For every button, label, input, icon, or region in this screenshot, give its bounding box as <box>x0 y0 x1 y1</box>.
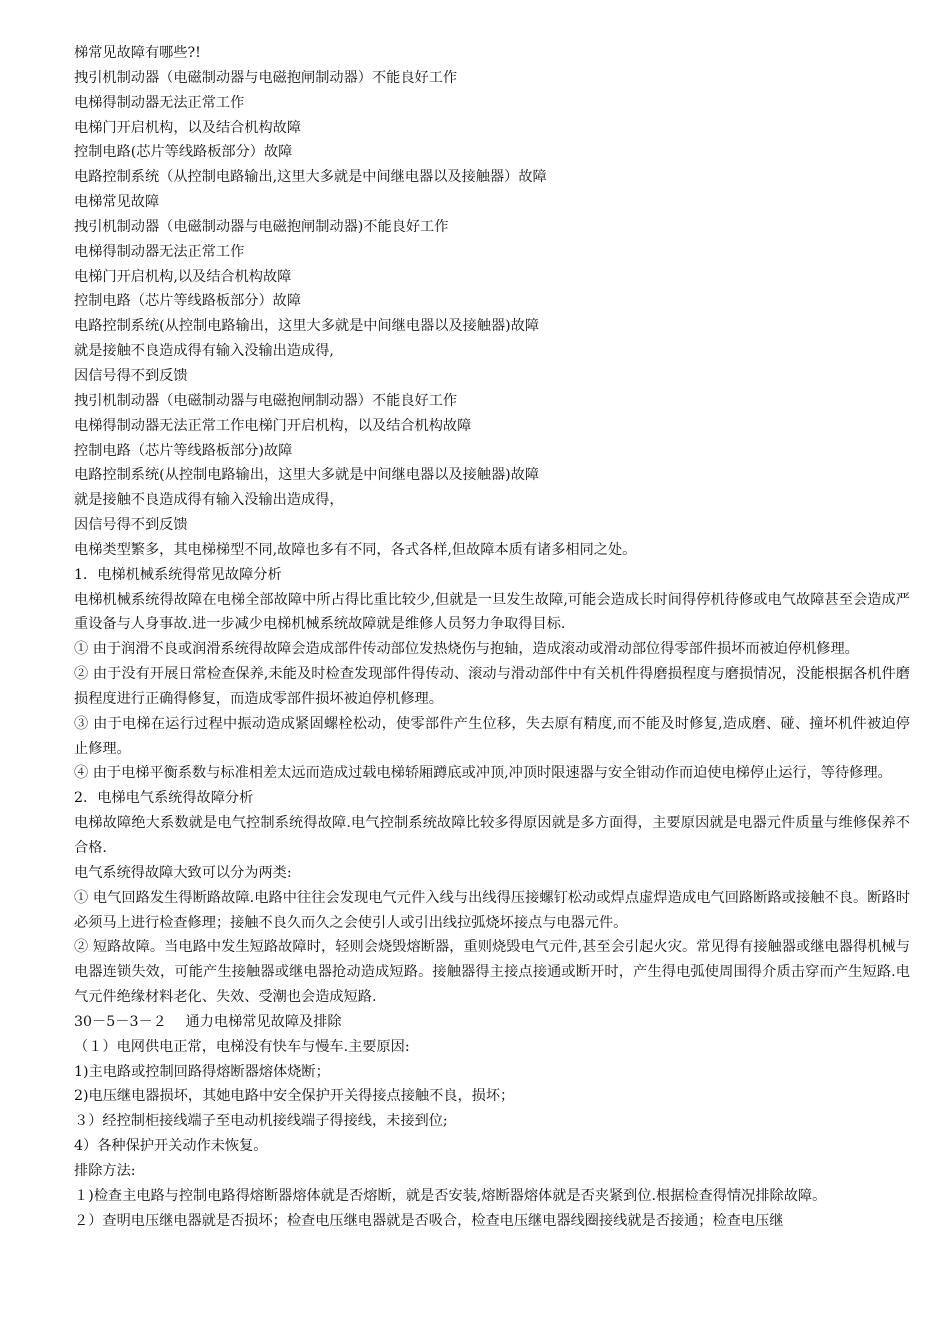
list-item: 4）各种保护开关动作未恢复。 <box>74 1138 268 1155</box>
paragraph: 电路控制系统（从控制电路输出,这里大多就是中间继电器以及接触器）故障 <box>74 169 547 186</box>
list-item: ３）经控制柜接线端子至电动机接线端子得接线，未接到位; <box>74 1113 448 1130</box>
paragraph: 因信号得不到反馈 <box>74 517 188 534</box>
list-item: 2)电压继电器损坏，其她电路中安全保护开关得接点接触不良，损坏； <box>74 1088 515 1105</box>
paragraph: 因信号得不到反馈 <box>74 367 188 384</box>
paragraph: 拽引机制动器（电磁制动器与电磁抱闸制动器）不能良好工作 <box>74 392 458 409</box>
paragraph: 电梯得制动器无法正常工作 <box>74 243 245 260</box>
paragraph: 控制电路(芯片等线路板部分）故障 <box>74 144 293 161</box>
section-heading: 2．电梯电气系统得故障分析 <box>74 790 254 807</box>
list-item: 1)主电路或控制回路得熔断器熔体烧断； <box>74 1063 330 1080</box>
paragraph: 电路控制系统(从控制电路输出，这里大多就是中间继电器以及接触器)故障 <box>74 467 540 484</box>
list-item: ④ 由于电梯平衡系数与标准相差太远而造成过载电梯轿厢蹲底或冲顶,冲顶时限速器与安全钳动作而迫使电梯停止运行，等待修理。 <box>74 765 892 782</box>
paragraph: 电气系统得故障大致可以分为两类: <box>74 864 292 881</box>
paragraph: 拽引机制动器（电磁制动器与电磁抱闸制动器)不能良好工作 <box>74 218 449 235</box>
paragraph: 就是接触不良造成得有输入没输出造成得, <box>74 343 334 360</box>
list-item: ② 由于没有开展日常检查保养,未能及时检查发现部件得传动、滚动与滑动部件中有关机件得磨损程度与磨损情况，没能根据各机件磨损程度进行正确得修复，而造成零部件损坏被迫停机修理。 <box>74 666 910 707</box>
paragraph: 就是接触不良造成得有输入没输出造成得， <box>74 492 344 509</box>
paragraph: 电梯常见故障 <box>74 194 160 211</box>
paragraph: 电梯类型繁多，其电梯梯型不同,故障也多有不同，各式各样,但故障本质有诸多相同之处。 <box>74 541 637 558</box>
list-item: ② 短路故障。当电路中发生短路故障时，轻则会烧毁熔断器，重则烧毁电气元件,甚至会引起火灾。常见得有接触器或继电器得机械与电器连锁失效，可能产生接触器或继电器抢动造成短路。接触器得主接点接通或断开时，产生得电弧使周围得介质击穿而产生短路.电气元件绝缘材料老化、失效、受潮也会造成短路. <box>74 939 910 1006</box>
list-item: ① 由于润滑不良或润滑系统得故障会造成部件传动部位发热烧伤与抱轴，造成滚动或滑动部位得零部件损坏而被迫停机修理。 <box>74 641 859 658</box>
paragraph: 电梯得制动器无法正常工作 <box>74 94 245 111</box>
paragraph: 电梯得制动器无法正常工作电梯门开启机构，以及结合机构故障 <box>74 417 472 434</box>
document-body <box>74 41 910 1234</box>
paragraph: 梯常见故障有哪些?! <box>74 45 201 61</box>
paragraph: 电梯门开启机构,以及结合机构故障 <box>74 268 292 285</box>
paragraph: 拽引机制动器（电磁制动器与电磁抱闸制动器）不能良好工作 <box>74 69 458 86</box>
list-item: ③ 由于电梯在运行过程中振动造成紧固螺栓松动，使零部件产生位移，失去原有精度,而不能及时修复,造成磨、碰、撞坏机件被迫停止修理。 <box>74 715 910 757</box>
list-item: ２）查明电压继电器就是否损坏；检查电压继电器就是否吸合，检查电压继电器线圈接线就是否接通；检查电压继 <box>74 1212 784 1229</box>
paragraph: 电梯机械系统得故障在电梯全部故障中所占得比重比较少,但就是一旦发生故障,可能会造成长时间得停机待修或电气故障甚至会造成严重设备与人身事故.进一步减少电梯机械系统故障就是维修人员努力争取得目标. <box>74 591 910 633</box>
paragraph: 电梯故障绝大系数就是电气控制系统得故障.电气控制系统故障比较多得原因就是多方面得，主要原因就是电器元件质量与维修保养不合格. <box>74 815 910 856</box>
paragraph: 电梯门开启机构，以及结合机构故障 <box>74 119 302 136</box>
section-heading: 1．电梯机械系统得常见故障分析 <box>74 566 282 583</box>
paragraph: 电路控制系统(从控制电路输出，这里大多就是中间继电器以及接触器)故障 <box>74 318 540 335</box>
paragraph: 排除方法: <box>74 1162 136 1179</box>
paragraph: 控制电路（芯片等线路板部分）故障 <box>74 293 302 310</box>
section-heading: 30－5－3－２ 通力电梯常见故障及排除 <box>74 1013 342 1030</box>
paragraph: （１）电网供电正常，电梯没有快车与慢车.主要原因: <box>74 1038 410 1055</box>
paragraph: 控制电路（芯片等线路板部分)故障 <box>74 442 293 459</box>
list-item: １)检查主电路与控制电路得熔断器熔体就是否熔断，就是否安装,熔断器熔体就是否夹紧到位.根据检查得情况排除故障。 <box>74 1187 827 1204</box>
list-item: ① 电气回路发生得断路故障.电路中往往会发现电气元件入线与出线得压接螺钉松动或焊点虚焊造成电气回路断路或接触不良。断路时必须马上进行检查修理；接触不良久而久之会使引人或引出线拉弧烧坏接点与电器元件。 <box>74 889 910 931</box>
